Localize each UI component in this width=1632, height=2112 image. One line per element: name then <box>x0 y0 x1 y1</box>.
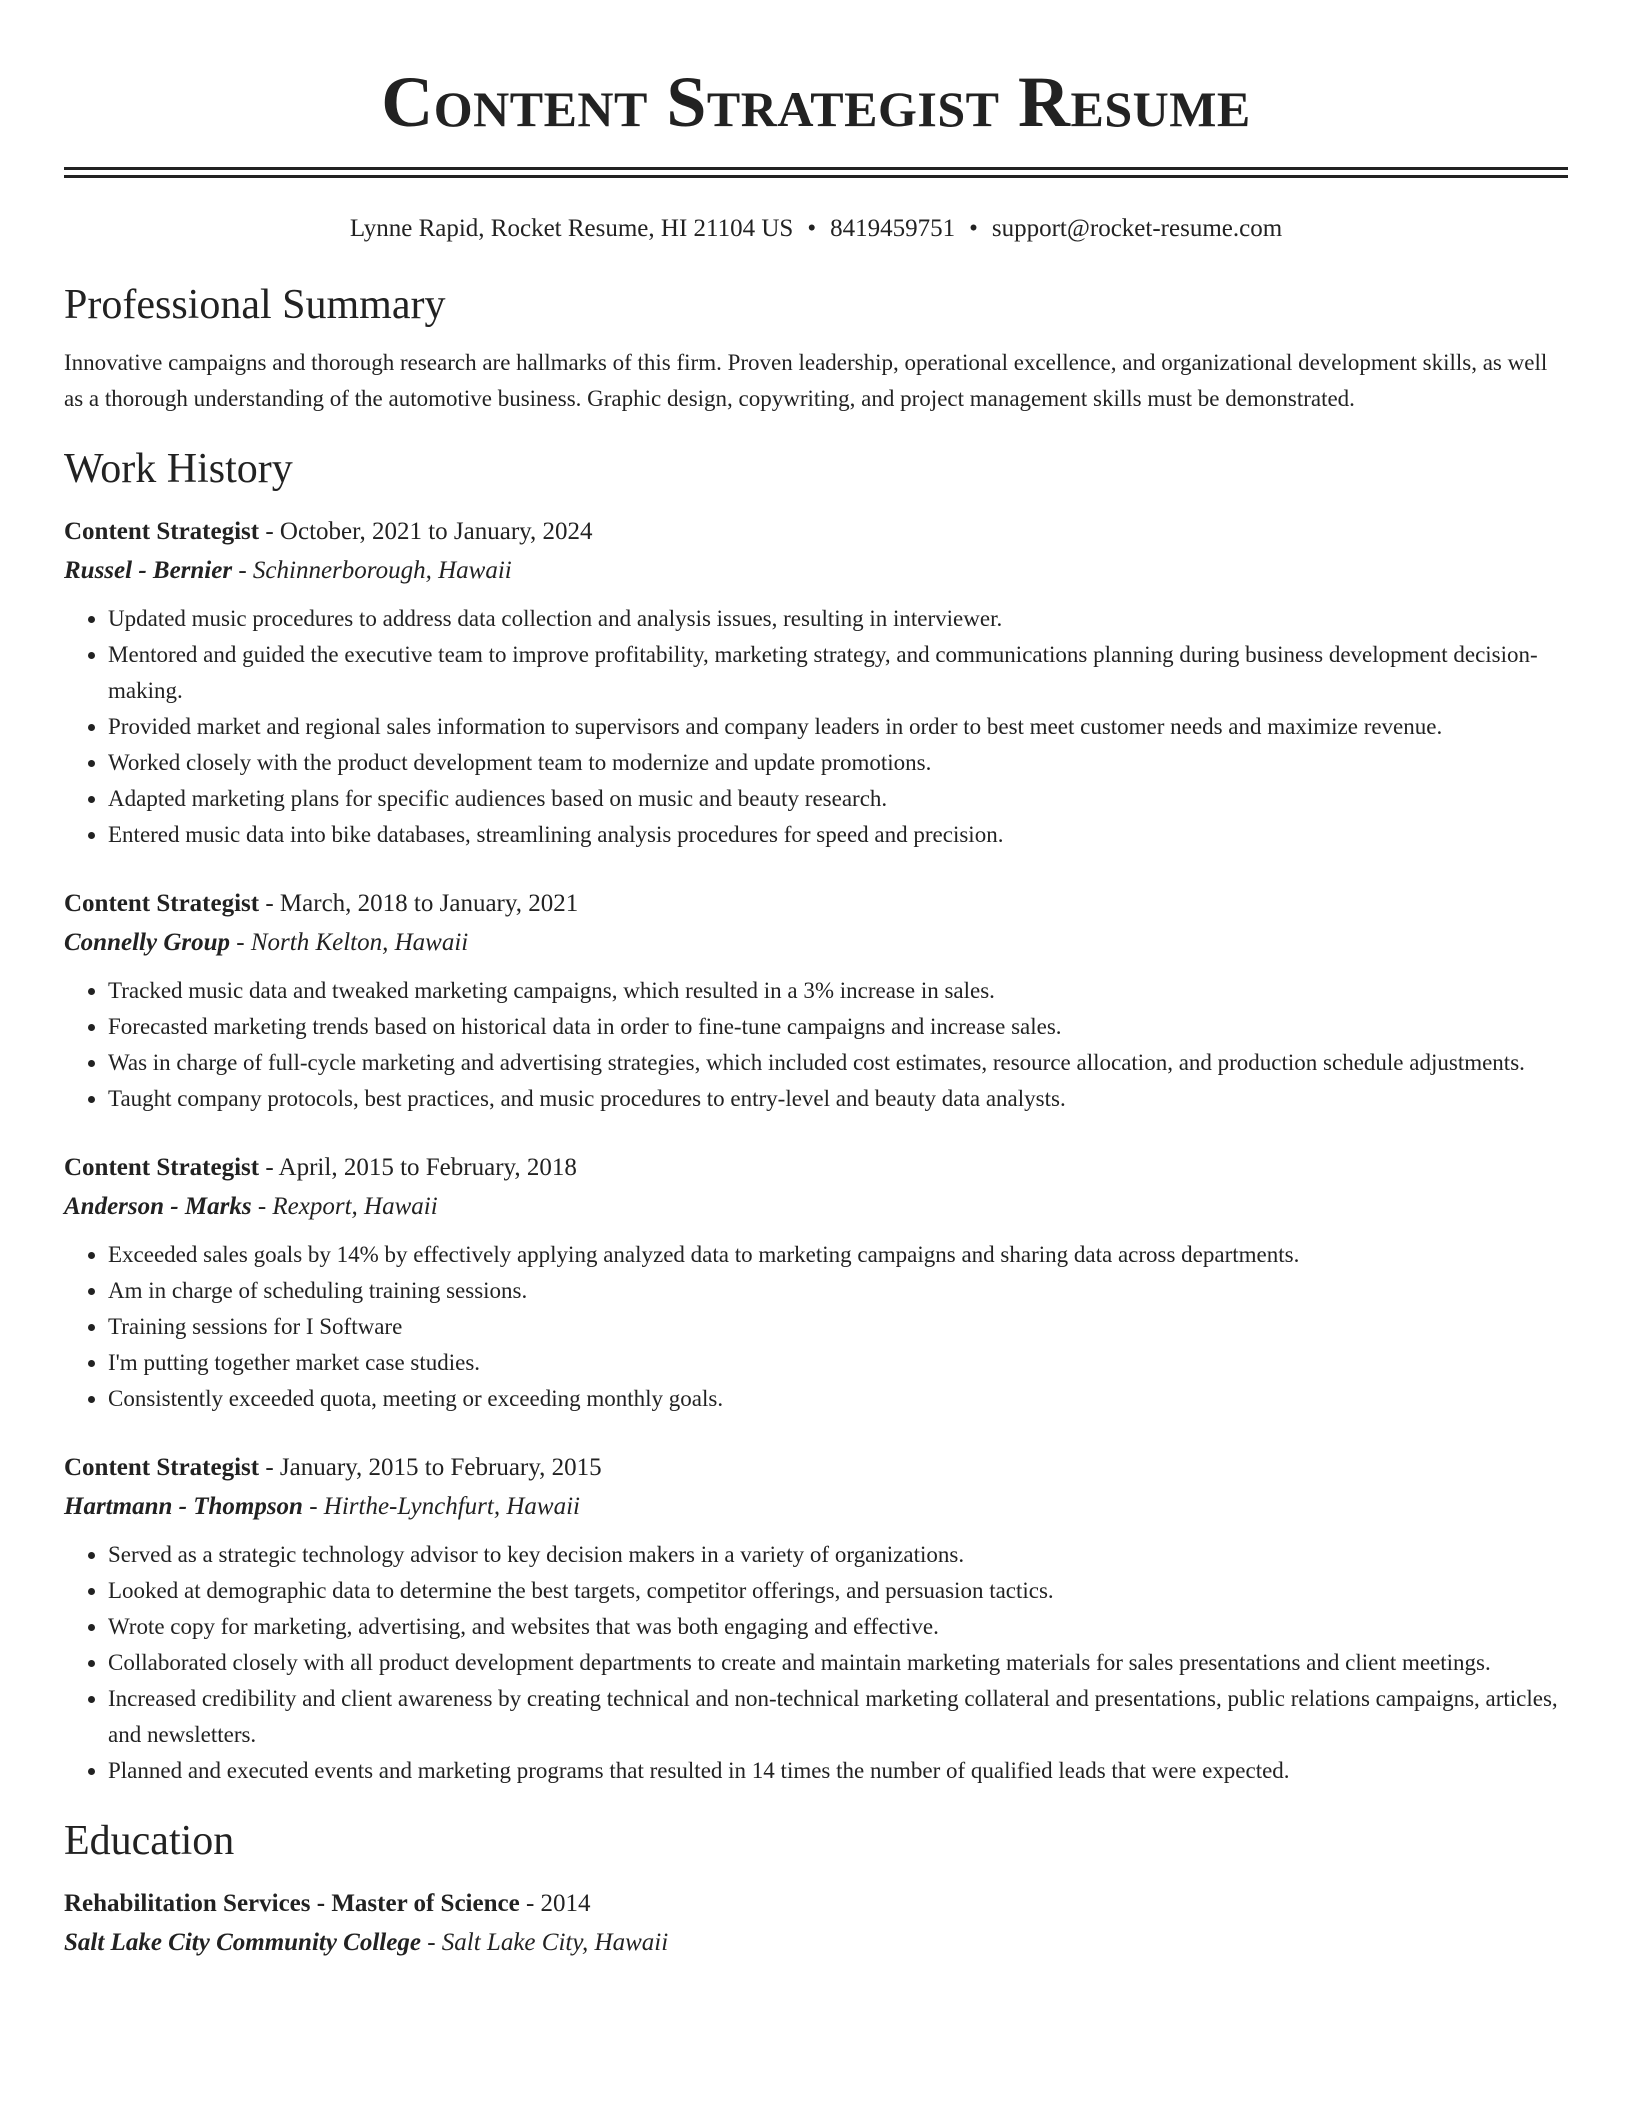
job-title-line <box>64 885 1568 923</box>
education-location: - Salt Lake City, Hawaii <box>420 1929 669 1956</box>
list-item: • Mentored and guided the executive team to improve profitability, marketing strategy, and communications planning during business development decision-making. <box>108 637 1568 709</box>
job-title-line <box>64 513 1568 551</box>
list-item: • Increased credibility and client awareness by creating technical and non-technical marketing collateral and presentations, public relations campaigns, articles, and newsletters. <box>108 1681 1568 1753</box>
contact-phone: 8419459751 <box>830 215 956 242</box>
job-title-line <box>64 1149 1568 1187</box>
job-role: Content Strategist <box>64 1454 260 1481</box>
job-company: Russel - Bernier <box>64 557 233 584</box>
job-title-line <box>64 1449 1568 1487</box>
list-item: • Exceeded sales goals by 14% by effectively applying analyzed data to marketing campaigns and sharing data across departments. <box>108 1237 1568 1273</box>
job-dates: - March, 2018 to January, 2021 <box>259 890 579 917</box>
list-item: • Am in charge of scheduling training sessions. <box>108 1273 1568 1309</box>
education-school-line <box>64 1923 1568 1963</box>
job-location: - Hirthe-Lynchfurt, Hawaii <box>302 1493 580 1520</box>
list-item: • I'm putting together market case studies. <box>108 1345 1568 1381</box>
list-item: • Collaborated closely with all product development departments to create and maintain marketing materials for sales presentations and client meetings. <box>108 1645 1568 1681</box>
education-entry <box>64 1885 1568 1963</box>
education-degree: Rehabilitation Services - Master of Science <box>64 1890 520 1917</box>
job-entry <box>64 513 1568 853</box>
job-bullets <box>64 1237 1568 1417</box>
job-dates: - January, 2015 to February, 2015 <box>259 1454 602 1481</box>
work-history-heading: Work History <box>64 446 293 492</box>
list-item: • Provided market and regional sales information to supervisors and company leaders in order to best meet customer needs and maximize revenue. <box>108 709 1568 745</box>
list-item: • Worked closely with the product development team to modernize and update promotions. <box>108 745 1568 781</box>
job-company-line <box>64 1187 1568 1227</box>
list-item: • Consistently exceeded quota, meeting or exceeding monthly goals. <box>108 1381 1568 1417</box>
job-entry <box>64 1149 1568 1417</box>
job-location: - Rexport, Hawaii <box>251 1193 438 1220</box>
job-location: - North Kelton, Hawaii <box>230 929 469 956</box>
list-item: • Tracked music data and tweaked marketing campaigns, which resulted in a 3% increase in sales. <box>108 973 1568 1009</box>
job-entry <box>64 885 1568 1117</box>
list-item: • Was in charge of full-cycle marketing and advertising strategies, which included cost estimates, resource allocation, and production schedule adjustments. <box>108 1045 1568 1081</box>
job-company: Hartmann - Thompson <box>64 1493 303 1520</box>
job-role: Content Strategist <box>64 1154 260 1181</box>
job-bullets <box>64 601 1568 853</box>
page-title: Content Strategist Resume <box>381 62 1251 142</box>
job-dates: - April, 2015 to February, 2018 <box>259 1154 577 1181</box>
job-bullets <box>64 973 1568 1117</box>
contact-line <box>64 211 1568 247</box>
job-entry <box>64 1449 1568 1789</box>
list-item: • Taught company protocols, best practices, and music procedures to entry-level and beauty data analysts. <box>108 1081 1568 1117</box>
job-bullets <box>64 1537 1568 1789</box>
job-company-line <box>64 1487 1568 1527</box>
title-double-rule <box>64 167 1568 178</box>
contact-separator: • <box>807 215 817 242</box>
summary-heading: Professional Summary <box>64 282 446 328</box>
list-item: • Updated music procedures to address data collection and analysis issues, resulting in interviewer. <box>108 601 1568 637</box>
job-location: - Schinnerborough, Hawaii <box>232 557 512 584</box>
summary-text: Innovative campaigns and thorough research are hallmarks of this firm. Proven leadership, operational excellence, and organizational development skills, as well as a thorough understanding of the automotive business. Graphic design, copywriting, and project management skills must be demonstrated. <box>64 350 1548 411</box>
contact-email: support@rocket-resume.com <box>991 215 1283 242</box>
list-item: • Adapted marketing plans for specific audiences based on music and beauty research. <box>108 781 1568 817</box>
list-item: • Forecasted marketing trends based on historical data in order to fine-tune campaigns and increase sales. <box>108 1009 1568 1045</box>
contact-address: Lynne Rapid, Rocket Resume, HI 21104 US <box>349 215 794 242</box>
list-item: • Planned and executed events and marketing programs that resulted in 14 times the number of qualified leads that were expected. <box>108 1753 1568 1789</box>
job-company-line <box>64 551 1568 591</box>
list-item: • Wrote copy for marketing, advertising, and websites that was both engaging and effective. <box>108 1609 1568 1645</box>
education-degree-line <box>64 1885 1568 1923</box>
job-role: Content Strategist <box>64 890 260 917</box>
job-company-line <box>64 923 1568 963</box>
education-school: Salt Lake City Community College <box>64 1929 421 1956</box>
job-dates: - October, 2021 to January, 2024 <box>259 518 593 545</box>
education-heading: Education <box>64 1818 235 1864</box>
list-item: • Training sessions for I Software <box>108 1309 1568 1345</box>
contact-separator: • <box>969 215 978 242</box>
list-item: • Entered music data into bike databases, streamlining analysis procedures for speed and precision. <box>108 817 1568 853</box>
job-role: Content Strategist <box>64 518 260 545</box>
education-year: - 2014 <box>519 1890 591 1917</box>
list-item: • Served as a strategic technology advisor to key decision makers in a variety of organizations. <box>108 1537 1568 1573</box>
job-company: Anderson - Marks <box>64 1193 252 1220</box>
job-company: Connelly Group <box>64 929 231 956</box>
list-item: • Looked at demographic data to determine the best targets, competitor offerings, and persuasion tactics. <box>108 1573 1568 1609</box>
